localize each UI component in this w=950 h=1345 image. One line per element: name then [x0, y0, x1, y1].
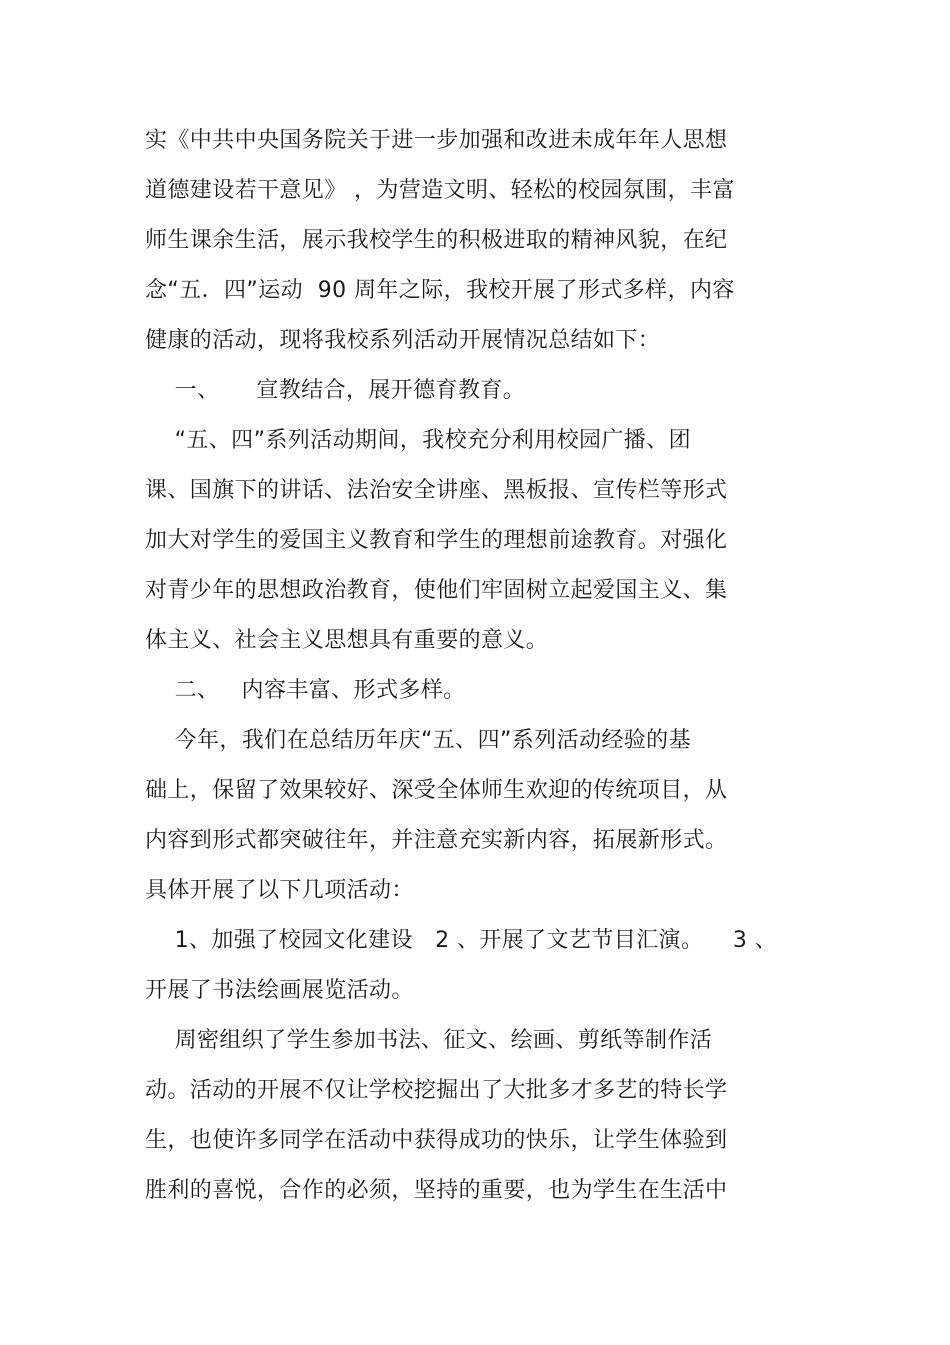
text-line: 念“五．四”运动 90 周年之际，我校开展了形式多样，内容: [145, 278, 735, 303]
text-line: 具体开展了以下几项活动：: [145, 878, 414, 903]
text-line: 内容到形式都突破往年，并注意充实新内容，拓展新形式。: [145, 828, 728, 853]
text-line: 生，也使许多同学在活动中获得成功的快乐，让学生体验到: [145, 1128, 728, 1153]
text-line: 课、国旗下的讲话、法治安全讲座、黑板报、宣传栏等形式: [145, 478, 728, 503]
text-line: 础上，保留了效果较好、深受全体师生欢迎的传统项目，从: [145, 778, 728, 803]
text-line: 师生课余生活，展示我校学生的积极进取的精神风貌，在纪: [145, 228, 728, 253]
text-line: 周密组织了学生参加书法、征文、绘画、剪纸等制作活: [145, 1028, 713, 1053]
section-heading: 二、 内容丰富、形式多样。: [145, 678, 466, 703]
text-line: 体主义、社会主义思想具有重要的意义。: [145, 628, 549, 653]
text-line: 动。活动的开展不仅让学校挖掘出了大批多才多艺的特长学: [145, 1078, 728, 1103]
text-line: 今年，我们在总结历年庆“五、四”系列活动经验的基: [145, 728, 691, 753]
text-line: 道德建设若干意见》 ，为营造文明、轻松的校园氛围，丰富: [145, 178, 735, 203]
text-line: 健康的活动，现将我校系列活动开展情况总结如下：: [145, 328, 661, 353]
section-heading: 一、 宣教结合，展开德育教育。: [145, 378, 526, 403]
text-line: “五、四”系列活动期间，我校充分利用校园广播、团: [145, 428, 691, 453]
text-line: 对青少年的思想政治教育，使他们牢固树立起爱国主义、集: [145, 578, 728, 603]
text-line: 开展了书法绘画展览活动。: [145, 978, 414, 1003]
text-line: 加大对学生的爱国主义教育和学生的理想前途教育。对强化: [145, 528, 728, 553]
text-line: 1、加强了校园文化建设 2 、开展了文艺节目汇演。 3 、: [145, 928, 778, 953]
text-line: 胜利的喜悦，合作的必须，坚持的重要，也为学生在生活中: [145, 1178, 728, 1203]
text-line: 实《中共中央国务院关于进一步加强和改进未成年年人思想: [145, 128, 728, 153]
